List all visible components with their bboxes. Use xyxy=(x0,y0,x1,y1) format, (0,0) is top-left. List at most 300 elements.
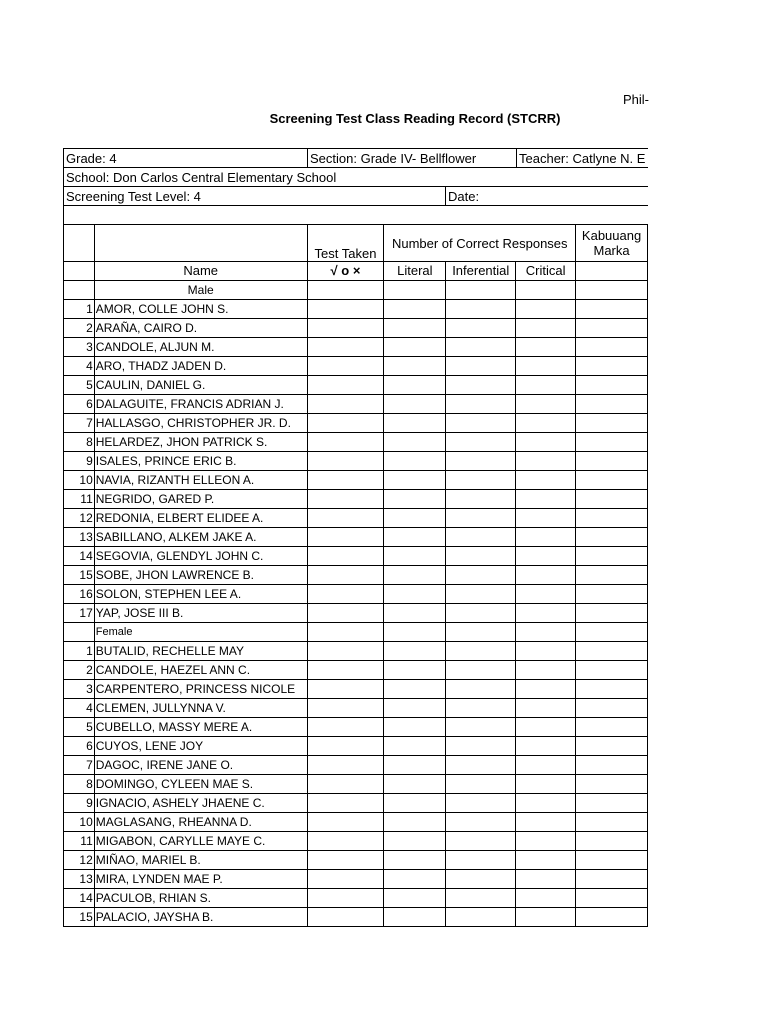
row-number: 10 xyxy=(64,471,95,490)
row-number: 14 xyxy=(64,889,95,908)
inferential-cell[interactable] xyxy=(446,547,516,566)
inferential-cell[interactable] xyxy=(446,300,516,319)
student-row xyxy=(64,471,648,490)
student-name: BUTALID, RECHELLE MAY xyxy=(94,642,307,661)
student-name: CAULIN, DANIEL G. xyxy=(94,376,307,395)
student-row xyxy=(64,338,648,357)
row-number: 16 xyxy=(64,585,95,604)
inferential-cell[interactable] xyxy=(446,433,516,452)
total-score-cell[interactable] xyxy=(576,851,648,870)
critical-cell[interactable] xyxy=(516,604,576,623)
critical-cell[interactable] xyxy=(516,509,576,528)
test-taken-cell[interactable] xyxy=(307,870,384,889)
literal-cell[interactable] xyxy=(384,832,446,851)
header-number-cell xyxy=(64,225,95,262)
row-number: 10 xyxy=(64,813,95,832)
inferential-cell[interactable] xyxy=(446,832,516,851)
literal-cell[interactable] xyxy=(384,604,446,623)
critical-cell[interactable] xyxy=(516,813,576,832)
total-score-cell[interactable] xyxy=(576,433,648,452)
header-number-cell xyxy=(64,262,95,281)
row-number: 9 xyxy=(64,794,95,813)
student-name: NAVIA, RIZANTH ELLEON A. xyxy=(94,471,307,490)
test-taken-cell[interactable] xyxy=(307,528,384,547)
row-number: 12 xyxy=(64,509,95,528)
group-number-cell xyxy=(64,281,95,300)
inferential-cell[interactable] xyxy=(446,661,516,680)
literal-cell[interactable] xyxy=(384,338,446,357)
row-number: 2 xyxy=(64,661,95,680)
student-row xyxy=(64,775,648,794)
grade-field[interactable]: Grade: 4 xyxy=(63,149,307,168)
student-name: SOBE, JHON LAWRENCE B. xyxy=(94,566,307,585)
critical-cell[interactable] xyxy=(516,756,576,775)
total-score-cell[interactable] xyxy=(576,642,648,661)
test-taken-cell[interactable] xyxy=(307,908,384,927)
inferential-cell[interactable] xyxy=(446,737,516,756)
critical-cell[interactable] xyxy=(516,870,576,889)
test-taken-cell[interactable] xyxy=(307,661,384,680)
critical-cell[interactable] xyxy=(516,775,576,794)
student-row xyxy=(64,870,648,889)
literal-cell[interactable] xyxy=(384,528,446,547)
literal-cell[interactable] xyxy=(384,699,446,718)
test-taken-cell[interactable] xyxy=(307,471,384,490)
total-score-cell[interactable] xyxy=(576,680,648,699)
student-row xyxy=(64,908,648,927)
student-name: MIRA, LYNDEN MAE P. xyxy=(94,870,307,889)
empty-cell[interactable] xyxy=(384,281,446,300)
test-taken-cell[interactable] xyxy=(307,794,384,813)
student-name: DAGOC, IRENE JANE O. xyxy=(94,756,307,775)
test-taken-cell[interactable] xyxy=(307,566,384,585)
level-field[interactable]: Screening Test Level: 4 xyxy=(63,187,445,206)
critical-cell[interactable] xyxy=(516,357,576,376)
literal-cell[interactable] xyxy=(384,300,446,319)
critical-cell[interactable] xyxy=(516,661,576,680)
total-score-cell[interactable] xyxy=(576,376,648,395)
critical-cell[interactable] xyxy=(516,699,576,718)
test-taken-cell[interactable] xyxy=(307,718,384,737)
critical-cell[interactable] xyxy=(516,490,576,509)
inferential-cell[interactable] xyxy=(446,566,516,585)
student-name: CARPENTERO, PRINCESS NICOLE xyxy=(94,680,307,699)
header-row-1 xyxy=(64,225,648,262)
empty-cell[interactable] xyxy=(446,281,516,300)
total-score-cell[interactable] xyxy=(576,889,648,908)
test-taken-cell[interactable] xyxy=(307,300,384,319)
total-score-cell[interactable] xyxy=(576,319,648,338)
student-name: MIGABON, CARYLLE MAYE C. xyxy=(94,832,307,851)
total-score-cell[interactable] xyxy=(576,775,648,794)
row-number: 13 xyxy=(64,528,95,547)
total-score-cell[interactable] xyxy=(576,813,648,832)
row-number: 6 xyxy=(64,737,95,756)
header-inferential: Inferential xyxy=(446,262,516,281)
total-score-cell[interactable] xyxy=(576,471,648,490)
total-score-cell[interactable] xyxy=(576,908,648,927)
row-number: 7 xyxy=(64,414,95,433)
literal-cell[interactable] xyxy=(384,737,446,756)
student-row xyxy=(64,756,648,775)
total-score-cell[interactable] xyxy=(576,832,648,851)
test-taken-cell[interactable] xyxy=(307,395,384,414)
row-number: 5 xyxy=(64,718,95,737)
literal-cell[interactable] xyxy=(384,680,446,699)
header-total-cell xyxy=(576,262,648,281)
student-name: IGNACIO, ASHELY JHAENE C. xyxy=(94,794,307,813)
literal-cell[interactable] xyxy=(384,376,446,395)
student-name: CANDOLE, HAEZEL ANN C. xyxy=(94,661,307,680)
teacher-field[interactable]: Teacher: Catlyne N. E xyxy=(516,149,648,168)
student-name: SEGOVIA, GLENDYL JOHN C. xyxy=(94,547,307,566)
literal-cell[interactable] xyxy=(384,642,446,661)
header-total xyxy=(576,225,648,262)
literal-cell[interactable] xyxy=(384,547,446,566)
literal-cell[interactable] xyxy=(384,661,446,680)
header-symbols: √ o × xyxy=(307,262,384,281)
test-taken-cell[interactable] xyxy=(307,813,384,832)
inferential-cell[interactable] xyxy=(446,699,516,718)
student-name: YAP, JOSE III B. xyxy=(94,604,307,623)
critical-cell[interactable] xyxy=(516,414,576,433)
student-name: PALACIO, JAYSHA B. xyxy=(94,908,307,927)
row-number: 3 xyxy=(64,338,95,357)
critical-cell[interactable] xyxy=(516,338,576,357)
literal-cell[interactable] xyxy=(384,414,446,433)
row-number: 2 xyxy=(64,319,95,338)
empty-cell[interactable] xyxy=(384,623,446,642)
student-name: HALLASGO, CHRISTOPHER JR. D. xyxy=(94,414,307,433)
student-name: NEGRIDO, GARED P. xyxy=(94,490,307,509)
test-taken-cell[interactable] xyxy=(307,509,384,528)
student-row xyxy=(64,794,648,813)
student-row xyxy=(64,737,648,756)
info-row-blank xyxy=(63,205,648,225)
test-taken-cell[interactable] xyxy=(307,414,384,433)
inferential-cell[interactable] xyxy=(446,490,516,509)
literal-cell[interactable] xyxy=(384,718,446,737)
critical-cell[interactable] xyxy=(516,566,576,585)
info-row-grade xyxy=(63,148,648,168)
student-name: HELARDEZ, JHON PATRICK S. xyxy=(94,433,307,452)
literal-cell[interactable] xyxy=(384,889,446,908)
test-taken-cell[interactable] xyxy=(307,490,384,509)
inferential-cell[interactable] xyxy=(446,471,516,490)
inferential-cell[interactable] xyxy=(446,528,516,547)
literal-cell[interactable] xyxy=(384,566,446,585)
critical-cell[interactable] xyxy=(516,832,576,851)
inferential-cell[interactable] xyxy=(446,319,516,338)
reading-record-sheet xyxy=(63,148,648,943)
section-field[interactable]: Section: Grade IV- Bellflower xyxy=(307,149,516,168)
header-critical: Critical xyxy=(516,262,576,281)
student-name: CANDOLE, ALJUN M. xyxy=(94,338,307,357)
row-number: 15 xyxy=(64,566,95,585)
literal-cell[interactable] xyxy=(384,908,446,927)
row-number: 14 xyxy=(64,547,95,566)
test-taken-cell[interactable] xyxy=(307,376,384,395)
total-score-cell[interactable] xyxy=(576,338,648,357)
student-name: ARAÑA, CAIRO D. xyxy=(94,319,307,338)
student-row xyxy=(64,585,648,604)
total-score-cell[interactable] xyxy=(576,718,648,737)
student-row xyxy=(64,832,648,851)
info-row-school xyxy=(63,167,648,187)
student-name: SOLON, STEPHEN LEE A. xyxy=(94,585,307,604)
total-score-cell[interactable] xyxy=(576,357,648,376)
inferential-cell[interactable] xyxy=(446,680,516,699)
total-score-cell[interactable] xyxy=(576,566,648,585)
inferential-cell[interactable] xyxy=(446,452,516,471)
critical-cell[interactable] xyxy=(516,908,576,927)
critical-cell[interactable] xyxy=(516,376,576,395)
inferential-cell[interactable] xyxy=(446,775,516,794)
student-row xyxy=(64,889,648,908)
literal-cell[interactable] xyxy=(384,395,446,414)
student-name: ISALES, PRINCE ERIC B. xyxy=(94,452,307,471)
header-literal: Literal xyxy=(384,262,446,281)
header-correct-responses: Number of Correct Responses xyxy=(384,225,576,262)
inferential-cell[interactable] xyxy=(446,585,516,604)
literal-cell[interactable] xyxy=(384,433,446,452)
student-name: REDONIA, ELBERT ELIDEE A. xyxy=(94,509,307,528)
inferential-cell[interactable] xyxy=(446,794,516,813)
inferential-cell[interactable] xyxy=(446,357,516,376)
student-name: MAGLASANG, RHEANNA D. xyxy=(94,813,307,832)
critical-cell[interactable] xyxy=(516,471,576,490)
row-number: 3 xyxy=(64,680,95,699)
row-number: 5 xyxy=(64,376,95,395)
total-score-cell[interactable] xyxy=(576,737,648,756)
student-name: PACULOB, RHIAN S. xyxy=(94,889,307,908)
total-score-cell[interactable] xyxy=(576,414,648,433)
row-number: 12 xyxy=(64,851,95,870)
row-number: 13 xyxy=(64,870,95,889)
student-name: MIÑAO, MARIEL B. xyxy=(94,851,307,870)
inferential-cell[interactable] xyxy=(446,395,516,414)
literal-cell[interactable] xyxy=(384,585,446,604)
inferential-cell[interactable] xyxy=(446,889,516,908)
test-taken-cell[interactable] xyxy=(307,832,384,851)
student-name: AMOR, COLLE JOHN S. xyxy=(94,300,307,319)
male-group-row xyxy=(64,281,648,300)
critical-cell[interactable] xyxy=(516,528,576,547)
student-row xyxy=(64,680,648,699)
row-number: 8 xyxy=(64,775,95,794)
critical-cell[interactable] xyxy=(516,718,576,737)
row-number: 4 xyxy=(64,699,95,718)
test-taken-cell[interactable] xyxy=(307,547,384,566)
test-taken-cell[interactable] xyxy=(307,433,384,452)
total-score-cell[interactable] xyxy=(576,699,648,718)
empty-cell[interactable] xyxy=(516,281,576,300)
student-row xyxy=(64,604,648,623)
student-row xyxy=(64,319,648,338)
literal-cell[interactable] xyxy=(384,357,446,376)
inferential-cell[interactable] xyxy=(446,509,516,528)
critical-cell[interactable] xyxy=(516,319,576,338)
total-score-cell[interactable] xyxy=(576,870,648,889)
student-row xyxy=(64,528,648,547)
total-score-cell[interactable] xyxy=(576,395,648,414)
inferential-cell[interactable] xyxy=(446,338,516,357)
inferential-cell[interactable] xyxy=(446,851,516,870)
test-taken-cell[interactable] xyxy=(307,338,384,357)
inferential-cell[interactable] xyxy=(446,908,516,927)
student-name: SABILLANO, ALKEM JAKE A. xyxy=(94,528,307,547)
row-number: 1 xyxy=(64,300,95,319)
row-number: 4 xyxy=(64,357,95,376)
student-name: CUBELLO, MASSY MERE A. xyxy=(94,718,307,737)
critical-cell[interactable] xyxy=(516,851,576,870)
header-test-taken: Test Taken xyxy=(307,225,384,262)
total-score-cell[interactable] xyxy=(576,528,648,547)
inferential-cell[interactable] xyxy=(446,756,516,775)
student-row xyxy=(64,490,648,509)
inferential-cell[interactable] xyxy=(446,642,516,661)
student-row xyxy=(64,813,648,832)
student-row xyxy=(64,357,648,376)
header-total-line2: Marka xyxy=(593,243,630,258)
info-row-level xyxy=(63,186,648,206)
literal-cell[interactable] xyxy=(384,775,446,794)
student-row xyxy=(64,414,648,433)
literal-cell[interactable] xyxy=(384,851,446,870)
row-number: 15 xyxy=(64,908,95,927)
student-row xyxy=(64,718,648,737)
total-score-cell[interactable] xyxy=(576,300,648,319)
literal-cell[interactable] xyxy=(384,319,446,338)
row-number: 11 xyxy=(64,490,95,509)
test-taken-cell[interactable] xyxy=(307,775,384,794)
literal-cell[interactable] xyxy=(384,509,446,528)
total-score-cell[interactable] xyxy=(576,585,648,604)
total-score-cell[interactable] xyxy=(576,661,648,680)
literal-cell[interactable] xyxy=(384,870,446,889)
critical-cell[interactable] xyxy=(516,642,576,661)
test-taken-cell[interactable] xyxy=(307,642,384,661)
empty-cell[interactable] xyxy=(307,281,384,300)
critical-cell[interactable] xyxy=(516,680,576,699)
student-row xyxy=(64,547,648,566)
critical-cell[interactable] xyxy=(516,737,576,756)
literal-cell[interactable] xyxy=(384,490,446,509)
student-name: CLEMEN, JULLYNNA V. xyxy=(94,699,307,718)
student-row xyxy=(64,300,648,319)
test-taken-cell[interactable] xyxy=(307,756,384,775)
total-score-cell[interactable] xyxy=(576,509,648,528)
student-name: DALAGUITE, FRANCIS ADRIAN J. xyxy=(94,395,307,414)
critical-cell[interactable] xyxy=(516,452,576,471)
country-label: Phil- xyxy=(623,92,650,107)
critical-cell[interactable] xyxy=(516,889,576,908)
row-number: 9 xyxy=(64,452,95,471)
literal-cell[interactable] xyxy=(384,452,446,471)
test-taken-cell[interactable] xyxy=(307,319,384,338)
header-total-line1: Kabuuang xyxy=(581,228,642,243)
total-score-cell[interactable] xyxy=(576,794,648,813)
student-row xyxy=(64,699,648,718)
student-name: CUYOS, LENE JOY xyxy=(94,737,307,756)
row-number: 11 xyxy=(64,832,95,851)
student-table xyxy=(63,224,648,927)
literal-cell[interactable] xyxy=(384,756,446,775)
inferential-cell[interactable] xyxy=(446,414,516,433)
male-label: Male xyxy=(94,281,307,300)
student-name: ARO, THADZ JADEN D. xyxy=(94,357,307,376)
group-number-cell xyxy=(64,623,95,642)
row-number: 7 xyxy=(64,756,95,775)
school-field[interactable]: School: Don Carlos Central Elementary School xyxy=(63,168,648,187)
inferential-cell[interactable] xyxy=(446,604,516,623)
test-taken-cell[interactable] xyxy=(307,851,384,870)
test-taken-cell[interactable] xyxy=(307,680,384,699)
literal-cell[interactable] xyxy=(384,794,446,813)
total-score-cell[interactable] xyxy=(576,490,648,509)
test-taken-cell[interactable] xyxy=(307,737,384,756)
test-taken-cell[interactable] xyxy=(307,604,384,623)
row-number: 17 xyxy=(64,604,95,623)
critical-cell[interactable] xyxy=(516,433,576,452)
test-taken-cell[interactable] xyxy=(307,699,384,718)
student-row xyxy=(64,661,648,680)
row-number: 6 xyxy=(64,395,95,414)
total-score-cell[interactable] xyxy=(576,547,648,566)
female-label: Female xyxy=(94,623,307,642)
blank-row xyxy=(63,206,648,225)
inferential-cell[interactable] xyxy=(446,870,516,889)
row-number: 1 xyxy=(64,642,95,661)
inferential-cell[interactable] xyxy=(446,376,516,395)
student-row xyxy=(64,452,648,471)
student-name: DOMINGO, CYLEEN MAE S. xyxy=(94,775,307,794)
empty-cell[interactable] xyxy=(576,623,648,642)
inferential-cell[interactable] xyxy=(446,813,516,832)
date-field[interactable]: Date: xyxy=(445,187,648,206)
test-taken-cell[interactable] xyxy=(307,889,384,908)
student-row xyxy=(64,395,648,414)
test-taken-cell[interactable] xyxy=(307,357,384,376)
critical-cell[interactable] xyxy=(516,547,576,566)
total-score-cell[interactable] xyxy=(576,452,648,471)
critical-cell[interactable] xyxy=(516,585,576,604)
student-row xyxy=(64,509,648,528)
critical-cell[interactable] xyxy=(516,300,576,319)
total-score-cell[interactable] xyxy=(576,756,648,775)
student-row xyxy=(64,566,648,585)
literal-cell[interactable] xyxy=(384,471,446,490)
header-name: Name xyxy=(94,262,307,281)
test-taken-cell[interactable] xyxy=(307,585,384,604)
empty-cell[interactable] xyxy=(516,623,576,642)
literal-cell[interactable] xyxy=(384,813,446,832)
page-title: Screening Test Class Reading Record (STCRR) xyxy=(269,111,561,126)
empty-cell[interactable] xyxy=(446,623,516,642)
total-score-cell[interactable] xyxy=(576,604,648,623)
empty-cell[interactable] xyxy=(576,281,648,300)
row-number: 8 xyxy=(64,433,95,452)
student-row xyxy=(64,642,648,661)
critical-cell[interactable] xyxy=(516,395,576,414)
header-name-cell xyxy=(94,225,307,262)
female-group-row xyxy=(64,623,648,642)
critical-cell[interactable] xyxy=(516,794,576,813)
empty-cell[interactable] xyxy=(307,623,384,642)
inferential-cell[interactable] xyxy=(446,718,516,737)
student-row xyxy=(64,851,648,870)
test-taken-cell[interactable] xyxy=(307,452,384,471)
